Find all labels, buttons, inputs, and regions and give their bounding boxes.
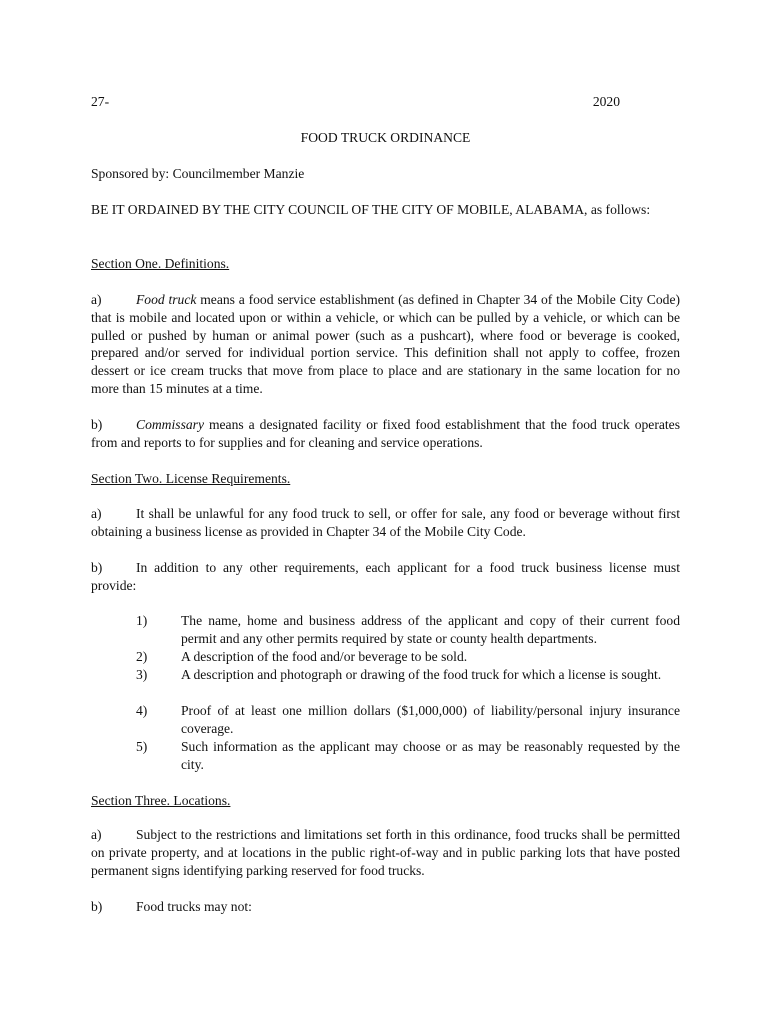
defined-term: Commissary	[136, 417, 204, 432]
para-label: b)	[91, 560, 103, 575]
document-title: FOOD TRUCK ORDINANCE	[300, 130, 471, 145]
section-three-para-b	[91, 898, 680, 916]
list-text: The name, home and business address of the applicant and copy of their current food permit and any other permits required by state or county health departments.	[181, 613, 680, 646]
list-number: 4)	[136, 703, 148, 718]
list-text: A description of the food and/or beverage to be sold.	[181, 649, 468, 664]
section-one-heading	[91, 255, 680, 273]
section-one-para-b	[91, 416, 680, 452]
list-number: 1)	[136, 613, 148, 628]
section-two-para-a	[91, 505, 680, 541]
list-text: Such information as the applicant may choose or as may be reasonably requested by the city.	[181, 739, 680, 772]
para-text: In addition to any other requirements, each applicant for a food truck business license must provide:	[91, 560, 680, 593]
para-text: means a food service establishment (as defined in Chapter 34 of the Mobile City Code) that is mobile and located upon or within a vehicle, or which can be pulled by a vehicle, or which can be pulled or pushed by human or animal power (such as a pushcart), where food or beverage is cooked, prepared and/or served for individual portion service. This definition shall not apply to coffee, frozen dessert or ice cream trucks that move from place to place and are stationary in the same location for no more than 15 minutes at a time.	[91, 292, 681, 396]
section-two-heading	[91, 470, 680, 488]
section-three-para-a	[91, 826, 680, 879]
section-heading-text: Section One. Definitions.	[91, 256, 230, 271]
defined-term: Food truck	[136, 292, 197, 307]
section-one-para-a	[91, 291, 680, 398]
section-two-para-b	[91, 559, 680, 595]
para-text: Subject to the restrictions and limitations set forth in this ordinance, food trucks shall be permitted on private property, and at locations in the public right-of-way and in public parking lots that have posted permanent signs identifying parking reserved for food trucks.	[91, 827, 680, 878]
header-line	[91, 93, 680, 111]
para-text: means a designated facility or fixed food establishment that the food truck operates from and reports to for supplies and for cleaning and service operations.	[91, 417, 680, 450]
para-label: a)	[91, 292, 102, 307]
list-text: A description and photograph or drawing of the food truck for which a license is sought.	[181, 667, 662, 682]
list-number: 5)	[136, 739, 148, 754]
para-text: It shall be unlawful for any food truck to sell, or offer for sale, any food or beverage without first obtaining a business license as provided in Chapter 34 of the Mobile City Code.	[91, 506, 680, 539]
preamble: BE IT ORDAINED BY THE CITY COUNCIL OF THE CITY OF MOBILE, ALABAMA, as follows:	[91, 202, 651, 217]
ordinance-number: 27-	[91, 94, 110, 109]
ordinance-year: 2020	[592, 94, 620, 109]
para-text: Food trucks may not:	[136, 899, 252, 914]
section-heading-text: Section Three. Locations.	[91, 793, 231, 808]
section-heading-text: Section Two. License Requirements.	[91, 471, 291, 486]
list-text: Proof of at least one million dollars ($1,000,000) of liability/personal injury insurance coverage.	[181, 703, 680, 736]
para-label: a)	[91, 827, 102, 842]
list-number: 3)	[136, 667, 148, 682]
sponsor-line: Sponsored by: Councilmember Manzie	[91, 166, 305, 181]
para-label: b)	[91, 417, 103, 432]
list-number: 2)	[136, 649, 148, 664]
para-label: a)	[91, 506, 102, 521]
para-label: b)	[91, 899, 103, 914]
section-three-heading	[91, 792, 680, 810]
